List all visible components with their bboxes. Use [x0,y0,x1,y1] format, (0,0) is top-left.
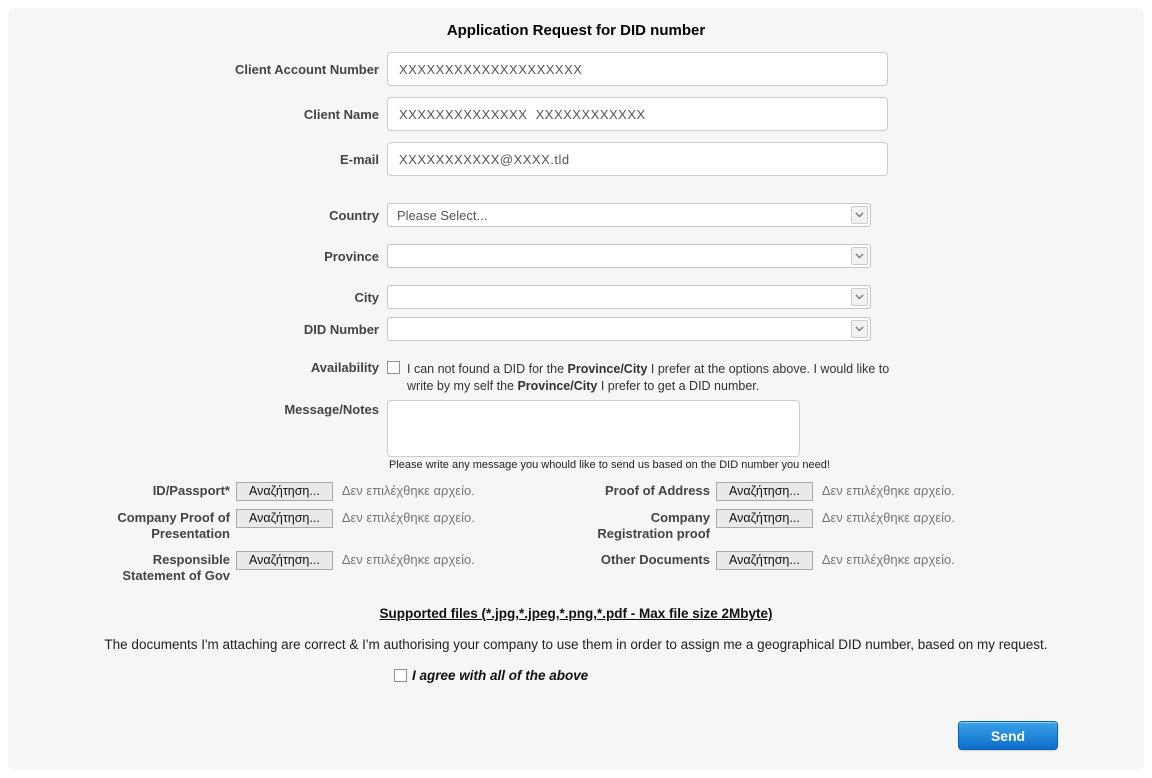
upload-column-left [8,483,576,593]
agree-label: I agree with all of the above [412,668,589,683]
other-documents-label: Other Documents [600,551,710,567]
did-number-label: DID Number [303,321,379,337]
supported-files-note: Supported files (*.jpg,*.jpeg,*.png,*.pdf - Max file size 2Mbyte) [379,606,773,621]
proof-of-address-browse-button[interactable]: Αναζήτηση... [716,482,813,501]
upload-row-responsible-statement [8,552,576,585]
company-registration-browse-button[interactable]: Αναζήτηση... [716,509,813,528]
province-row [8,244,1144,268]
availability-text-part2: I prefer at the options above. I would like to write by my self the [407,362,890,393]
availability-label: Availability [310,360,379,375]
company-proof-no-file-text: Δεν επιλέχθηκε αρχείο. [341,510,475,525]
message-notes-hint: Please write any message you whould like to send us based on the DID number you need! [389,459,830,471]
chevron-down-icon[interactable] [851,320,868,338]
upload-section [8,483,1144,593]
upload-row-company-registration [576,510,1144,543]
message-notes-label: Message/Notes [284,402,379,417]
client-account-number-row [8,52,1144,86]
send-row [8,721,1144,750]
did-number-select[interactable] [387,317,871,341]
availability-text-bold2: Province/City [517,378,598,393]
availability-row [8,358,1144,394]
message-notes-row [8,400,1144,457]
did-number-row [8,317,1144,341]
responsible-statement-no-file-text: Δεν επιλέχθηκε αρχείο. [341,551,475,567]
message-notes-textarea[interactable] [387,400,800,457]
agreement-text: The documents I'm attaching are correct & I'm authorising your company to use them in order to assign me a geographical DID number, based on my request. [104,637,1048,652]
upload-row-proof-of-address [576,483,1144,501]
availability-text [407,361,894,394]
province-select[interactable] [387,244,871,268]
upload-row-company-proof [8,510,576,543]
availability-checkbox[interactable] [387,361,400,374]
email-input[interactable] [387,142,888,176]
country-select-value: Please Select... [397,207,488,223]
country-label: Country [329,207,379,223]
send-button[interactable]: Send [958,721,1058,750]
email-label: E-mail [339,151,379,167]
agree-row [394,668,1144,683]
client-name-input[interactable] [387,97,888,131]
id-passport-label: ID/Passport* [152,483,230,498]
client-account-number-label: Client Account Number [235,61,379,77]
responsible-statement-label: Responsible Statement of Gov [122,551,230,583]
country-row [8,203,1144,227]
page-title: Application Request for DID number [446,22,706,39]
other-documents-browse-button[interactable]: Αναζήτηση... [716,551,813,570]
responsible-statement-browse-button[interactable]: Αναζήτηση... [236,551,333,570]
proof-of-address-no-file-text: Δεν επιλέχθηκε αρχείο. [821,483,955,498]
company-proof-browse-button[interactable]: Αναζήτηση... [236,509,333,528]
country-select[interactable] [387,203,871,227]
other-documents-no-file-text: Δεν επιλέχθηκε αρχείο. [821,551,955,567]
agree-checkbox[interactable] [394,669,407,682]
client-account-number-input[interactable] [387,52,888,86]
availability-text-part3: I prefer to get a DID number. [597,378,760,393]
client-name-row [8,97,1144,131]
city-label: City [354,289,379,305]
chevron-down-icon[interactable] [851,288,868,306]
city-row [8,285,1144,309]
proof-of-address-label: Proof of Address [605,483,710,498]
availability-text-part1: I can not found a DID for the [407,362,568,376]
company-registration-label: Company Registration proof [597,510,710,542]
form-panel [8,8,1144,770]
city-select[interactable] [387,285,871,309]
company-proof-label: Company Proof of Presentation [117,510,230,542]
upload-row-id-passport [8,483,576,501]
upload-column-right [576,483,1144,593]
id-passport-browse-button[interactable]: Αναζήτηση... [236,482,333,501]
chevron-down-icon[interactable] [851,247,868,265]
company-registration-no-file-text: Δεν επιλέχθηκε αρχείο. [821,510,955,525]
upload-row-other-documents [576,552,1144,570]
client-name-label: Client Name [303,106,379,122]
id-passport-no-file-text: Δεν επιλέχθηκε αρχείο. [341,483,475,498]
availability-text-bold1: Province/City [567,362,648,376]
province-label: Province [324,248,379,264]
chevron-down-icon[interactable] [851,206,868,224]
email-row [8,142,1144,176]
